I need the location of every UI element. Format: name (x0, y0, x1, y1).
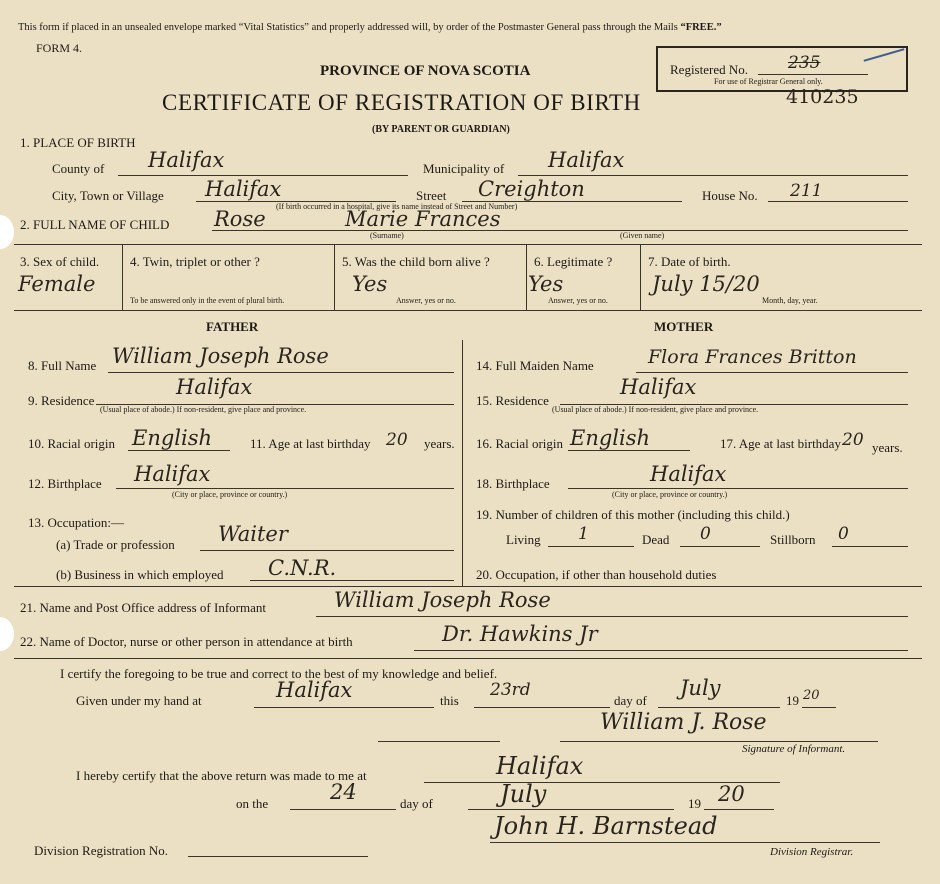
registrar-certify: I hereby certify that the above return was made to me at (76, 768, 367, 783)
city-value: Halifax (205, 177, 282, 201)
father-occupation-label: 13. Occupation:— (28, 515, 125, 530)
this-label: this (440, 693, 459, 708)
twin-note: To be answered only in the event of plural birth. (130, 296, 285, 305)
child-surname: Rose (214, 207, 266, 231)
registrar-year-prefix: 19 (688, 796, 701, 811)
house-value: 211 (790, 181, 823, 201)
mother-age-years: years. (872, 440, 903, 455)
father-business-label: (b) Business in which employed (56, 567, 224, 582)
municipality-value: Halifax (548, 148, 625, 172)
division-reg-label: Division Registration No. (34, 843, 168, 858)
signature-caption: Signature of Informant. (742, 743, 846, 755)
father-trade-value: Waiter (218, 522, 288, 546)
legitimate-note: Answer, yes or no. (548, 296, 608, 305)
mother-racial-value: English (570, 426, 651, 450)
informant-value: William Joseph Rose (334, 588, 551, 612)
mother-residence-value: Halifax (620, 375, 697, 399)
day-of-label: day of (614, 693, 647, 708)
given-place: Halifax (276, 678, 353, 702)
stamped-number: 410235 (786, 86, 859, 108)
registered-label: Registered No. (670, 62, 748, 77)
registrar-month: July (500, 780, 547, 808)
father-residence-value: Halifax (176, 375, 253, 399)
mother-children-label: 19. Number of children of this mother (including this child.) (476, 507, 790, 522)
alive-label: 5. Was the child born alive ? (342, 254, 490, 269)
informant-certify: I certify the foregoing to be true and correct to the best of my knowledge and belief. (60, 666, 498, 681)
punch-hole (0, 617, 14, 651)
registrar-day: 24 (330, 780, 357, 804)
pen-mark (864, 48, 905, 61)
dead-label: Dead (642, 532, 670, 547)
mother-birthplace-label: 18. Birthplace (476, 476, 550, 491)
on-the-label: on the (236, 796, 269, 811)
house-label: House No. (702, 188, 758, 203)
registered-value: 235 (788, 53, 821, 73)
mother-residence-label: 15. Residence (476, 393, 549, 408)
registrar-signature: John H. Barnstead (494, 812, 718, 840)
mother-name-label: 14. Full Maiden Name (476, 358, 594, 373)
living-value: 1 (578, 524, 589, 544)
dob-value: July 15/20 (652, 272, 760, 296)
child-given-name: Marie Frances (345, 207, 501, 231)
father-trade-label: (a) Trade or profession (56, 537, 175, 552)
father-birthplace-note: (City or place, province or country.) (172, 490, 288, 499)
father-birthplace-value: Halifax (134, 462, 211, 486)
registrar-day-of: day of (400, 796, 433, 811)
living-label: Living (506, 532, 541, 547)
sex-label: 3. Sex of child. (20, 254, 100, 269)
mother-heading: MOTHER (654, 319, 714, 334)
registered-number-box (656, 46, 908, 92)
punch-hole (0, 215, 14, 249)
given-year: 20 (803, 688, 820, 703)
mother-residence-note: (Usual place of abode.) If non-resident, give place and province. (552, 405, 759, 414)
municipality-label: Municipality of (423, 161, 505, 176)
stillborn-value: 0 (838, 524, 849, 544)
dob-note: Month, day, year. (762, 296, 818, 305)
twin-label: 4. Twin, triplet or other ? (130, 254, 260, 269)
father-heading: FATHER (206, 319, 259, 334)
legitimate-value: Yes (528, 272, 564, 296)
father-name-label: 8. Full Name (28, 358, 97, 373)
registrar-year: 20 (718, 782, 745, 806)
mother-age-value: 20 (842, 430, 864, 450)
registrar-note: For use of Registrar General only. (714, 77, 823, 86)
form-number: FORM 4. (36, 41, 83, 55)
province-title: PROVINCE OF NOVA SCOTIA (320, 63, 531, 79)
given-year-prefix: 19 (786, 693, 799, 708)
mother-birthplace-value: Halifax (650, 462, 727, 486)
registrar-caption: Division Registrar. (770, 846, 854, 858)
father-residence-label: 9. Residence (28, 393, 95, 408)
street-value: Creighton (478, 177, 585, 201)
given-label: Given under my hand at (76, 693, 202, 708)
father-business-value: C.N.R. (268, 556, 337, 580)
document-subtitle: (BY PARENT OR GUARDIAN) (372, 124, 510, 135)
mother-racial-label: 16. Racial origin (476, 436, 564, 451)
county-label: County of (52, 161, 105, 176)
hospital-note: (If birth occurred in a hospital, give its name instead of Street and Number) (276, 202, 518, 211)
registrar-place: Halifax (496, 752, 584, 780)
informant-signature: William J. Rose (600, 710, 767, 735)
document-title: CERTIFICATE OF REGISTRATION OF BIRTH (162, 90, 641, 115)
mother-occupation-label: 20. Occupation, if other than household duties (476, 567, 717, 582)
alive-note: Answer, yes or no. (396, 296, 456, 305)
given-day: 23rd (490, 680, 531, 700)
surname-note: (Surname) (370, 231, 404, 240)
county-value: Halifax (148, 148, 225, 172)
father-racial-value: English (132, 426, 213, 450)
child-name-label: 2. FULL NAME OF CHILD (20, 217, 170, 232)
dob-label: 7. Date of birth. (648, 254, 731, 269)
father-birthplace-label: 12. Birthplace (28, 476, 102, 491)
father-age-label: 11. Age at last birthday (250, 436, 371, 451)
informant-label: 21. Name and Post Office address of Informant (20, 600, 266, 615)
father-age-value: 20 (386, 430, 408, 450)
father-age-years: years. (424, 436, 455, 451)
street-label: Street (416, 188, 447, 203)
doctor-value: Dr. Hawkins Jr (442, 622, 598, 646)
legitimate-label: 6. Legitimate ? (534, 254, 613, 269)
doctor-label: 22. Name of Doctor, nurse or other person in attendance at birth (20, 634, 353, 649)
alive-value: Yes (352, 272, 388, 296)
stillborn-label: Stillborn (770, 532, 816, 547)
city-label: City, Town or Village (52, 188, 164, 203)
postal-notice-free: “FREE.” (680, 22, 722, 33)
mother-birthplace-note: (City or place, province or country.) (612, 490, 728, 499)
father-residence-note: (Usual place of abode.) If non-resident, give place and province. (100, 405, 307, 414)
dead-value: 0 (700, 524, 711, 544)
mother-name-value: Flora Frances Britton (648, 346, 857, 368)
mother-age-label: 17. Age at last birthday (720, 436, 841, 451)
postal-notice (18, 22, 722, 33)
sex-value: Female (18, 272, 96, 296)
father-name-value: William Joseph Rose (112, 344, 329, 368)
given-name-note: (Given name) (620, 231, 665, 240)
place-of-birth-heading: 1. PLACE OF BIRTH (20, 135, 136, 150)
father-racial-label: 10. Racial origin (28, 436, 116, 451)
given-month: July (680, 676, 721, 700)
postal-notice-text: This form if placed in an unsealed envelope marked “Vital Statistics” and properly addressed will, by order of the Postmaster General pass through the Mails (18, 22, 678, 33)
